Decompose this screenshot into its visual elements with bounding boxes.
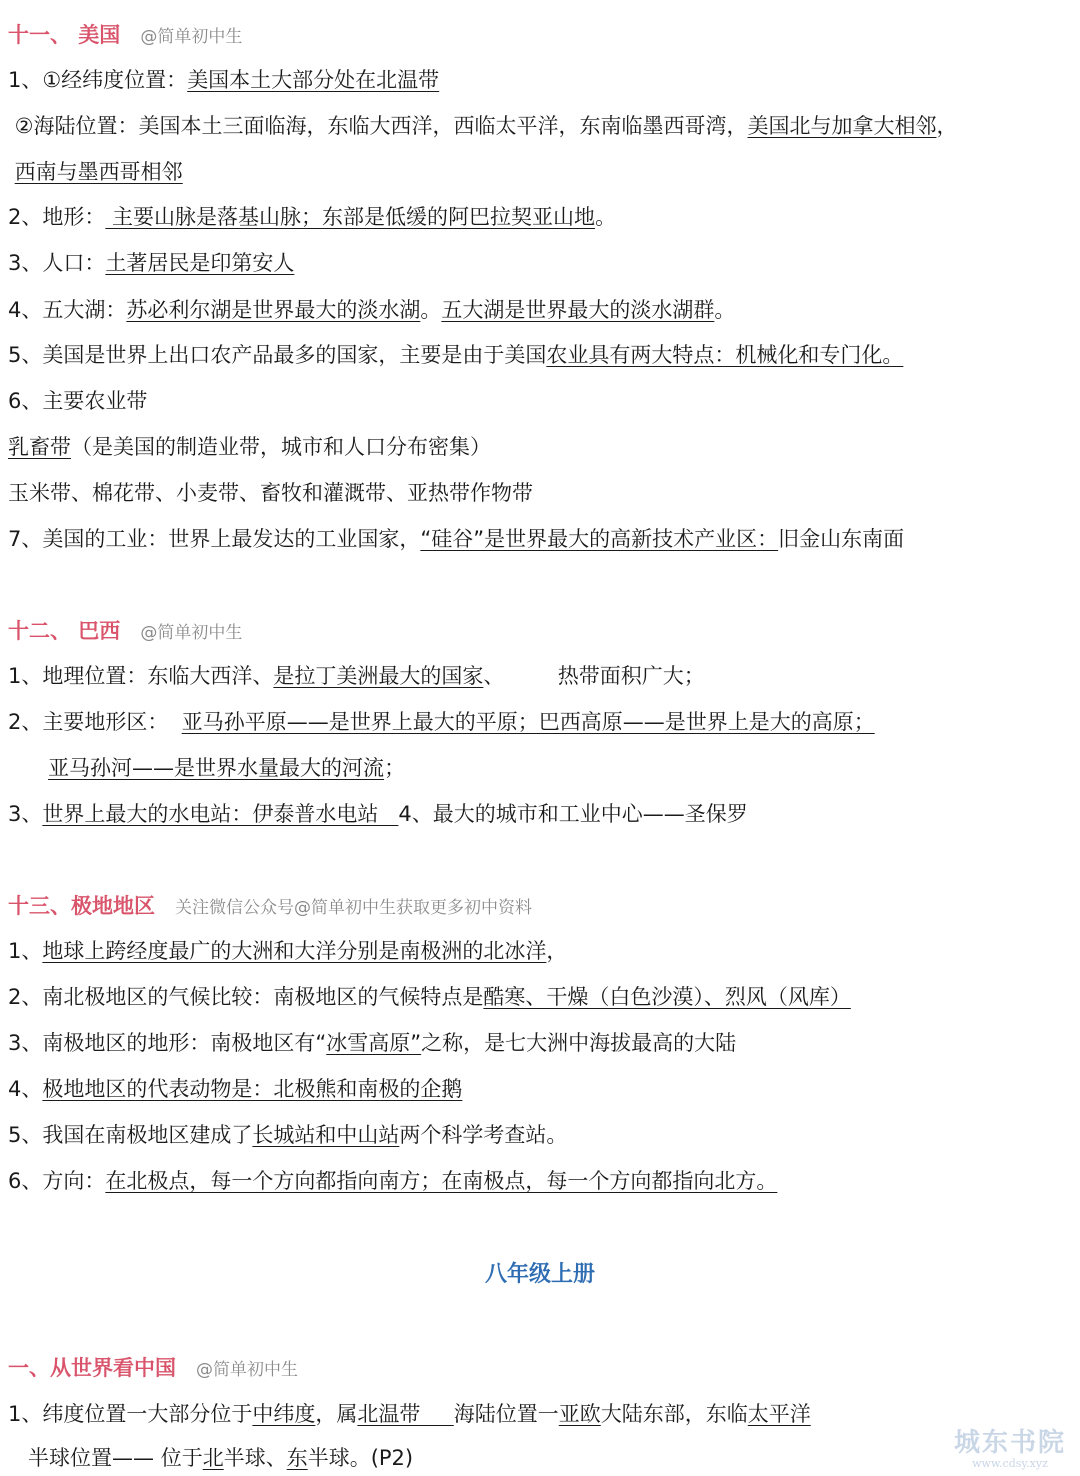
text-segment	[8, 756, 48, 780]
section-title: 十三、极地地区	[8, 894, 155, 918]
text-segment: 6、主要农业带	[8, 389, 148, 413]
underlined-text: 苏必利尔湖是世界最大的淡水湖	[126, 298, 421, 322]
underlined-text: 极地地区的代表动物是：北极熊和南极的企鹅	[42, 1077, 463, 1101]
text-segment: 。	[714, 298, 736, 322]
text-segment: ；	[384, 756, 406, 780]
text-segment: 3、	[8, 802, 43, 826]
text-segment: 3、人口：	[8, 251, 106, 275]
content-line	[8, 479, 533, 507]
content-line	[8, 1400, 811, 1428]
section-title: 十二、 巴西	[8, 619, 121, 643]
text-segment: ，属	[315, 1402, 358, 1426]
content-line	[8, 937, 567, 965]
content-line	[8, 1167, 777, 1195]
site-logo-name: 城东书院	[953, 1428, 1066, 1458]
text-segment: 2、地形：	[8, 205, 106, 229]
content-line	[8, 387, 147, 415]
underlined-text: 北	[202, 1446, 224, 1470]
text-segment: 2、主要地形区：	[8, 710, 182, 734]
underlined-text: “硅谷”是世界最大的高新技术产业区：	[420, 527, 779, 551]
text-segment: ，	[936, 114, 958, 138]
content-line	[8, 1029, 736, 1057]
underlined-text: 主要山脉是落基山脉；东部是低缓的	[105, 205, 449, 229]
text-segment: 半球。(P2)	[307, 1446, 414, 1470]
text-segment: 3、南极地区的地形：南极地区有“	[8, 1031, 327, 1055]
content-line	[8, 66, 439, 94]
underlined-text: 北温带	[357, 1402, 454, 1426]
text-segment: 、 热带面积广大；	[483, 664, 705, 688]
text-segment: 4、五大湖：	[8, 298, 127, 322]
content-line	[8, 341, 903, 369]
text-segment: 半球位置—— 位于	[8, 1446, 203, 1470]
underlined-text: 五大湖是世界最大的淡水湖群	[441, 298, 715, 322]
grade-title: 八年级上册	[484, 1262, 595, 1287]
text-segment: 大陆东部，东临	[600, 1402, 748, 1426]
content-line	[8, 525, 904, 553]
section-watermark: @简单初中生	[196, 1360, 299, 1380]
section-title: 一、从世界看中国	[8, 1356, 176, 1380]
underlined-text: 亚马孙平原——是世界上最大的平原；巴西高原——是世界上是大的高原；	[181, 710, 875, 734]
text-segment: 。	[420, 298, 442, 322]
underlined-text: 亚马孙河——是世界水量最大的河流	[48, 756, 385, 780]
text-segment: 1、纬度位置一大部分位于	[8, 1402, 253, 1426]
text-segment: 两个科学考查站。	[399, 1123, 568, 1147]
underlined-text: 土著居民是印第安人	[105, 251, 295, 275]
content-line	[8, 800, 748, 828]
underlined-text: 乳畜带	[8, 435, 71, 459]
text-segment: 4、最大的城市和工业中心——圣保罗	[398, 802, 748, 826]
text-segment: 1、地理位置：东临大西洋、	[8, 664, 274, 688]
underlined-text: 冰雪高原”	[326, 1031, 422, 1055]
text-segment: 5、我国在南极地区建成了	[8, 1123, 253, 1147]
text-segment: 5、美国是世界上出口农产品最多的国家，主要是由于美国	[8, 343, 547, 367]
text-segment: 4、	[8, 1077, 43, 1101]
underlined-text: 农业具有两大特点：机械化和专门化。	[546, 343, 904, 367]
underlined-text: 美国北与加拿大相邻	[747, 114, 937, 138]
text-segment: 之称，是七大洲中海拔最高的大陆	[421, 1031, 737, 1055]
section-watermark: @简单初中生	[140, 27, 243, 47]
section-heading	[8, 1354, 298, 1384]
content-line	[8, 203, 616, 231]
underlined-text: 美国本土大部分处在北温带	[187, 68, 440, 92]
underlined-text: 阿巴拉契亚山地	[448, 205, 596, 229]
section-watermark: 关注微信公众号@简单初中生获取更多初中资料	[175, 898, 533, 918]
content-line	[8, 662, 705, 690]
text-segment: 1、	[8, 939, 43, 963]
content-line	[8, 983, 851, 1011]
content-line	[8, 249, 294, 277]
text-segment: 。	[595, 205, 617, 229]
section-watermark: @简单初中生	[140, 623, 243, 643]
underlined-text: 中纬度	[252, 1402, 316, 1426]
text-segment: ②海陆位置：美国本土三面临海，东临大西洋，西临太平洋，东南临墨西哥湾，	[8, 114, 748, 138]
content-line	[8, 158, 183, 186]
text-segment: 旧金山东南面	[778, 527, 905, 551]
text-segment: 7、美国的工业：世界上最发达的工业国家，	[8, 527, 421, 551]
underlined-text: 亚欧	[558, 1402, 601, 1426]
text-segment	[8, 160, 15, 184]
content-line	[8, 1075, 462, 1103]
underlined-text: 世界上最大的水电站：伊泰普水电站	[42, 802, 399, 826]
section-title: 十一、 美国	[8, 23, 121, 47]
section-heading	[8, 892, 532, 922]
content-line	[8, 1444, 413, 1472]
content-line	[8, 112, 958, 140]
text-segment: 1、①经纬度位置：	[8, 68, 188, 92]
content-line	[8, 433, 491, 461]
text-segment: 半球、	[223, 1446, 287, 1470]
text-segment: 2、南北极地区的气候比较：南极地区的气候特点是	[8, 985, 484, 1009]
text-segment: （是美国的制造业带，城市和人口分布密集）	[71, 435, 491, 459]
section-heading	[8, 21, 242, 51]
underlined-text: 地球上跨经度最广的大洲和大洋分别是南极洲的北冰洋	[42, 939, 547, 963]
underlined-text: 长城站和中山站	[252, 1123, 400, 1147]
underlined-text: 酷寒、干燥（白色沙漠）、烈风（风库）	[483, 985, 851, 1009]
section-heading	[8, 617, 242, 647]
underlined-text: 是拉丁美洲最大的国家	[273, 664, 484, 688]
underlined-text: 东	[286, 1446, 308, 1470]
site-logo-url: www.cdsy.xyz	[972, 1457, 1048, 1470]
underlined-text: 在北极点，每一个方向都指向南方；在南极点，每一个方向都指向北方。	[105, 1169, 778, 1193]
text-segment: 海陆位置一	[453, 1402, 559, 1426]
content-line	[8, 296, 735, 324]
text-segment: 6、方向：	[8, 1169, 106, 1193]
text-segment: ，	[546, 939, 568, 963]
underlined-text: 太平洋	[747, 1402, 811, 1426]
underlined-text: 西南与墨西哥相邻	[14, 160, 183, 184]
content-line	[8, 708, 875, 736]
content-line	[8, 754, 405, 782]
text-segment: 玉米带、棉花带、小麦带、畜牧和灌溉带、亚热带作物带	[8, 481, 533, 505]
content-line	[8, 1121, 567, 1149]
site-logo-watermark	[954, 1428, 1066, 1470]
